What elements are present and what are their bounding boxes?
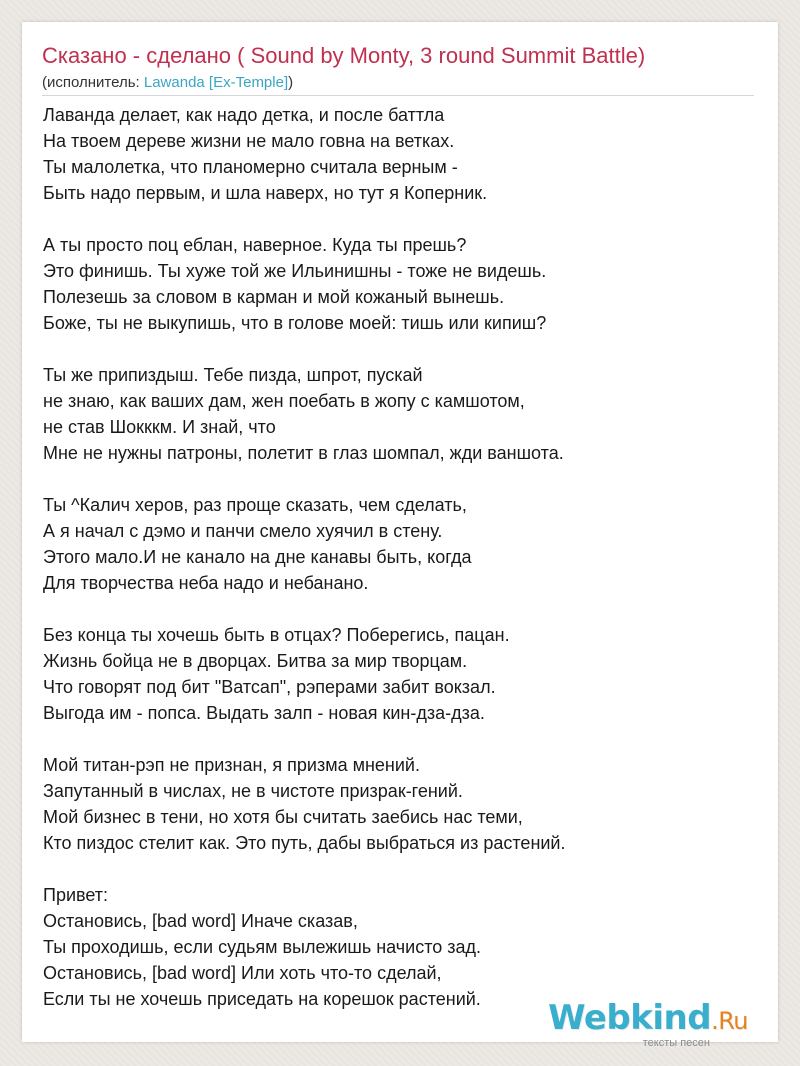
- logo-tagline: тексты песен: [642, 1037, 710, 1049]
- lyric-line: не знаю, как ваших дам, жен поебать в жопу с камшотом,: [43, 391, 525, 411]
- lyric-line: Быть надо первым, и шла наверх, но тут я Коперник.: [43, 183, 488, 203]
- artist-link[interactable]: Lawanda [Ex-Temple]: [143, 74, 289, 91]
- song-title: Сказано - сделано ( Sound by Monty, 3 round Summit Battle): [42, 43, 646, 68]
- artist-suffix: ): [288, 74, 294, 91]
- logo-tld: .Ru: [711, 1007, 748, 1035]
- header-divider: [42, 95, 754, 96]
- lyric-line: А ты просто поц еблан, наверное. Куда ты прешь?: [43, 235, 467, 255]
- artist-line: [42, 73, 293, 93]
- lyric-line: Ты же припиздыш. Тебе пизда, шпрот, пускай: [43, 365, 423, 385]
- lyric-line: Мой бизнес в тени, но хотя бы считать заебись нас теми,: [43, 807, 523, 827]
- lyric-line: Боже, ты не выкупишь, что в голове моей: тишь или кипиш?: [43, 313, 547, 333]
- lyric-line: Для творчества неба надо и небанано.: [43, 573, 369, 593]
- lyric-line: не став Шокккм. И знай, что: [43, 417, 276, 437]
- stanza-gap: [43, 466, 763, 492]
- stanza-gap: [43, 856, 763, 882]
- lyric-line: Запутанный в числах, не в чистоте призрак-гений.: [43, 781, 463, 801]
- lyric-line: На твоем дереве жизни не мало говна на ветках.: [43, 131, 455, 151]
- lyric-line: Остановись, [bad word] Иначе сказав,: [43, 911, 358, 931]
- lyric-line: Что говорят под бит "Ватсап", рэперами забит вокзал.: [43, 677, 496, 697]
- logo-name: Webkind: [548, 998, 712, 1038]
- lyric-line: Без конца ты хочешь быть в отцах? Поберегись, пацан.: [43, 625, 510, 645]
- lyrics-card: [22, 22, 778, 1049]
- lyric-line: Если ты не хочешь приседать на корешок растений.: [43, 989, 481, 1009]
- stanza-gap: [43, 726, 763, 752]
- lyric-line: Выгода им - попса. Выдать залп - новая кин-дза-дза.: [43, 703, 485, 723]
- lyric-line: Это финишь. Ты хуже той же Ильинишны - тоже не видешь.: [43, 261, 547, 281]
- lyric-line: Привет:: [43, 885, 109, 905]
- lyric-line: Полезешь за словом в карман и мой кожаный вынешь.: [43, 287, 505, 307]
- artist-prefix: (исполнитель:: [42, 74, 144, 91]
- lyric-line: Мне не нужны патроны, полетит в глаз шомпал, жди ваншота.: [43, 443, 564, 463]
- lyric-line: А я начал с дэмо и панчи смело хуячил в стену.: [43, 521, 443, 541]
- lyric-line: Лаванда делает, как надо детка, и после баттла: [43, 105, 445, 125]
- lyric-line: Ты проходишь, если судьям вылежишь начисто зад.: [43, 937, 482, 957]
- site-logo[interactable]: [548, 1000, 748, 1049]
- stanza-gap: [43, 596, 763, 622]
- lyric-line: Мой титан-рэп не признан, я призма мнений.: [43, 755, 420, 775]
- logo-wordmark: [548, 1000, 748, 1039]
- stanza-gap: [43, 206, 763, 232]
- stanza-gap: [43, 336, 763, 362]
- lyrics-body: [43, 102, 763, 1012]
- lyric-line: Кто пиздос стелит как. Это путь, дабы выбраться из растений.: [43, 833, 566, 853]
- lyric-line: Ты малолетка, что планомерно считала верным -: [43, 157, 458, 177]
- lyric-line: Этого мало.И не канало на дне канавы быть, когда: [43, 547, 472, 567]
- lyric-line: Жизнь бойца не в дворцах. Битва за мир творцам.: [43, 651, 468, 671]
- lyric-line: Остановись, [bad word] Или хоть что-то сделай,: [43, 963, 442, 983]
- lyric-line: Ты ^Калич херов, раз проще сказать, чем сделать,: [43, 495, 467, 515]
